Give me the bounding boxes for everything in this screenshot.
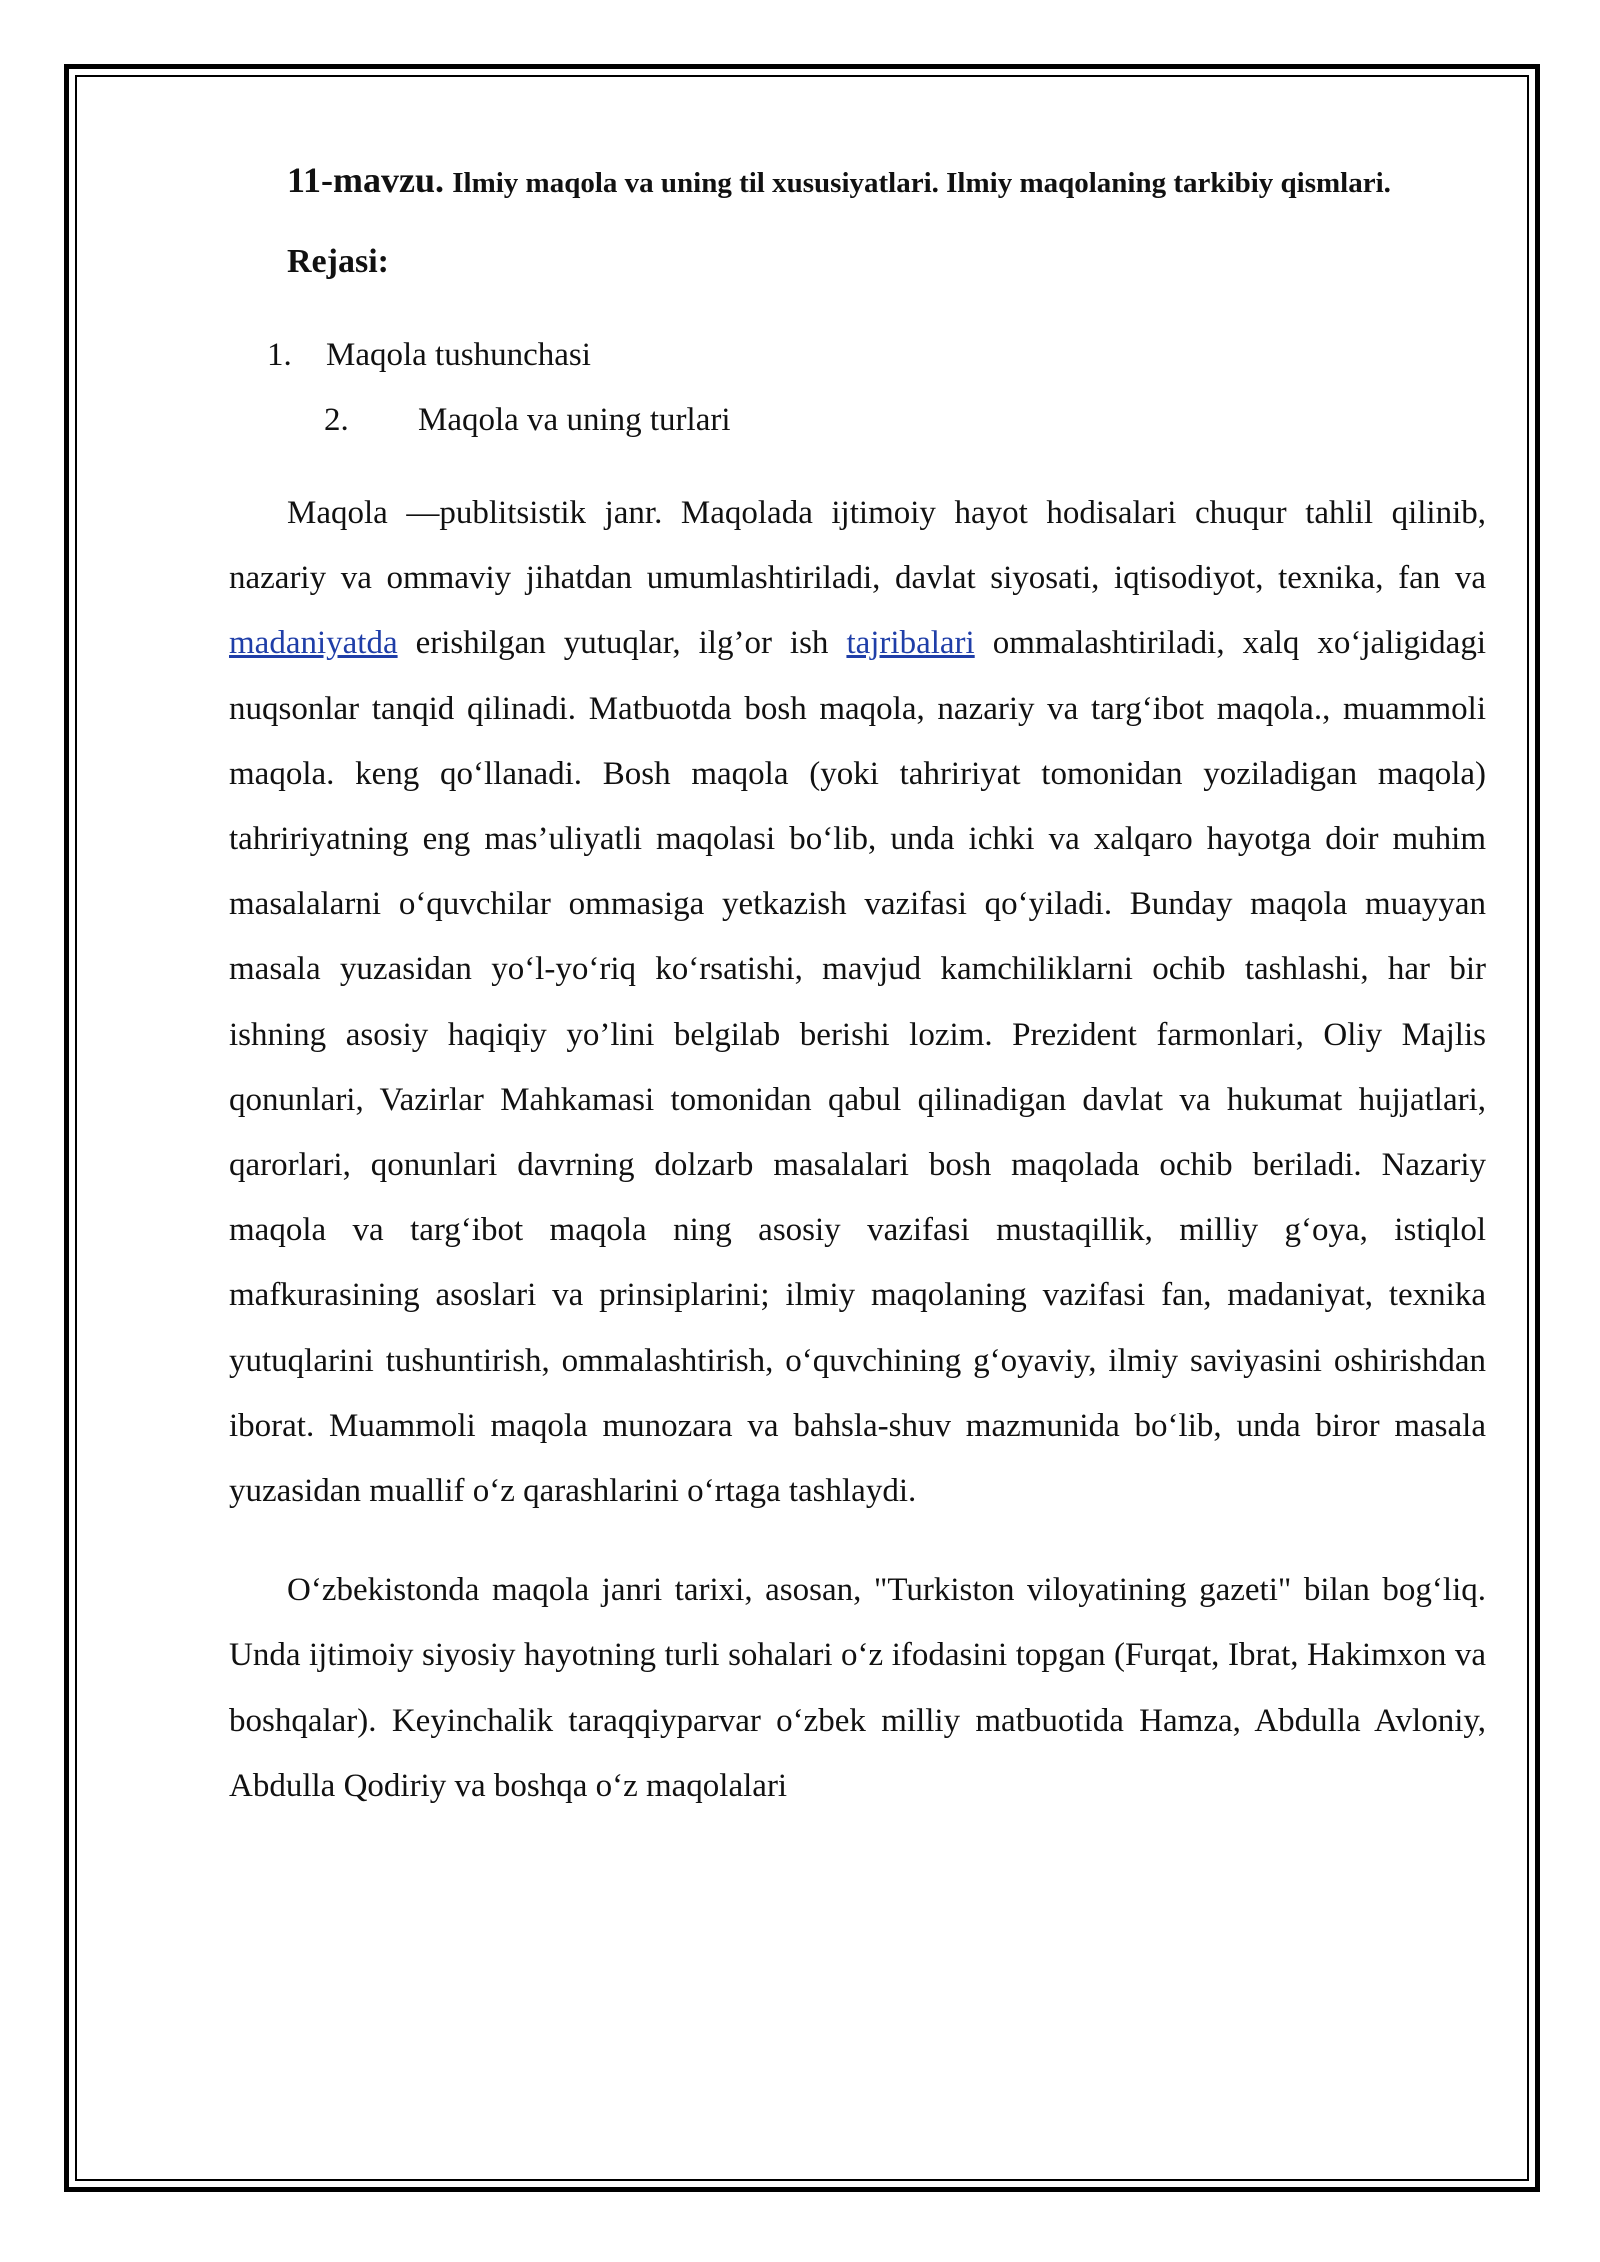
plan-item	[229, 388, 1486, 453]
plan-list	[229, 323, 1486, 453]
lesson-number: 11-mavzu.	[287, 160, 444, 200]
paragraph-text: erishilgan yutuqlar, ilg’or ish	[397, 625, 847, 662]
plan-item-number: 1.	[267, 337, 292, 373]
document-body	[229, 150, 1486, 1819]
link-tajribalari[interactable]: tajribalari	[846, 625, 975, 662]
plan-item-text: Maqola tushunchasi	[326, 337, 591, 373]
lesson-title	[229, 150, 1486, 213]
plan-item-number: 2.	[324, 402, 349, 438]
lesson-topic: Ilmiy maqola va uning til xususiyatlari. Ilmiy maqolaning tarkibiy qismlari.	[452, 167, 1391, 199]
paragraph-maqola-history: O‘zbekistonda maqola janri tarixi, asosan, "Turkiston viloyatining gazeti" bilan bog‘liq. Unda ijtimoiy siyosiy hayotning turli sohalari o‘z ifodasini topgan (Furqat, Ibrat, Hakimxon va boshqalar). Keyinchalik taraqqiyparvar o‘zbek milliy matbuotida Hamza, Abdulla Avloniy, Abdulla Qodiriy va boshqa o‘z maqolalari	[229, 1572, 1486, 1804]
link-madaniyatda[interactable]: madaniyatda	[229, 625, 398, 662]
paragraph-text: ommalashtiriladi, xalq xo‘jaligidagi nuqsonlar tanqid qilinadi. Matbuotda bosh maqola, nazariy va targ‘ibot maqola., muammoli maqola. keng qo‘llanadi. Bosh maqola (yoki tahririyat tomonidan yoziladigan maqola) tahririyatning eng mas’uliyatli maqolasi bo‘lib, unda ichki va xalqaro hayotga doir muhim masalalarni o‘quvchilar ommasiga yetkazish vazifasi qo‘yiladi. Bunday maqola muayyan masala yuzasidan yo‘l-yo‘riq ko‘rsatishi, mavjud kamchiliklarni ochib tashlashi, har bir ishning asosiy haqiqiy yo’lini belgilab berishi lozim. Prezident farmonlari, Oliy Majlis qonunlari, Vazirlar Mahkamasi tomonidan qabul qilinadigan davlat va hukumat hujjatlari, qarorlari, qonunlari davrning dolzarb masalalari bosh maqolada ochib beriladi. Nazariy maqola va targ‘ibot maqola ning asosiy vazifasi mustaqillik, milliy g‘oya, istiqlol mafkurasining asoslari va prinsiplarini; ilmiy maqolaning vazifasi fan, madaniyat, texnika yutuqlarini tushuntirish, ommalashtirish, o‘quvchining g‘oyaviy, ilmiy saviyasini oshirishdan iborat. Muammoli maqola munozara va bahsla-shuv mazmunida bo‘lib, unda biror masala yuzasidan muallif o‘z qarashlarini o‘rtaga tashlaydi.	[229, 625, 1487, 1510]
paragraph-text: Maqola —publitsistik janr. Maqolada ijtimoiy hayot hodisalari chuqur tahlil qilinib, nazariy va ommaviy jihatdan umumlashtiriladi, davlat siyosati, iqtisodiyot, texnika, fan va	[229, 495, 1486, 597]
plan-item	[229, 323, 1486, 388]
plan-heading: Rejasi:	[287, 243, 389, 280]
plan-item-text: Maqola va uning turlari	[418, 402, 731, 438]
paragraph-maqola-definition	[229, 481, 1486, 1524]
